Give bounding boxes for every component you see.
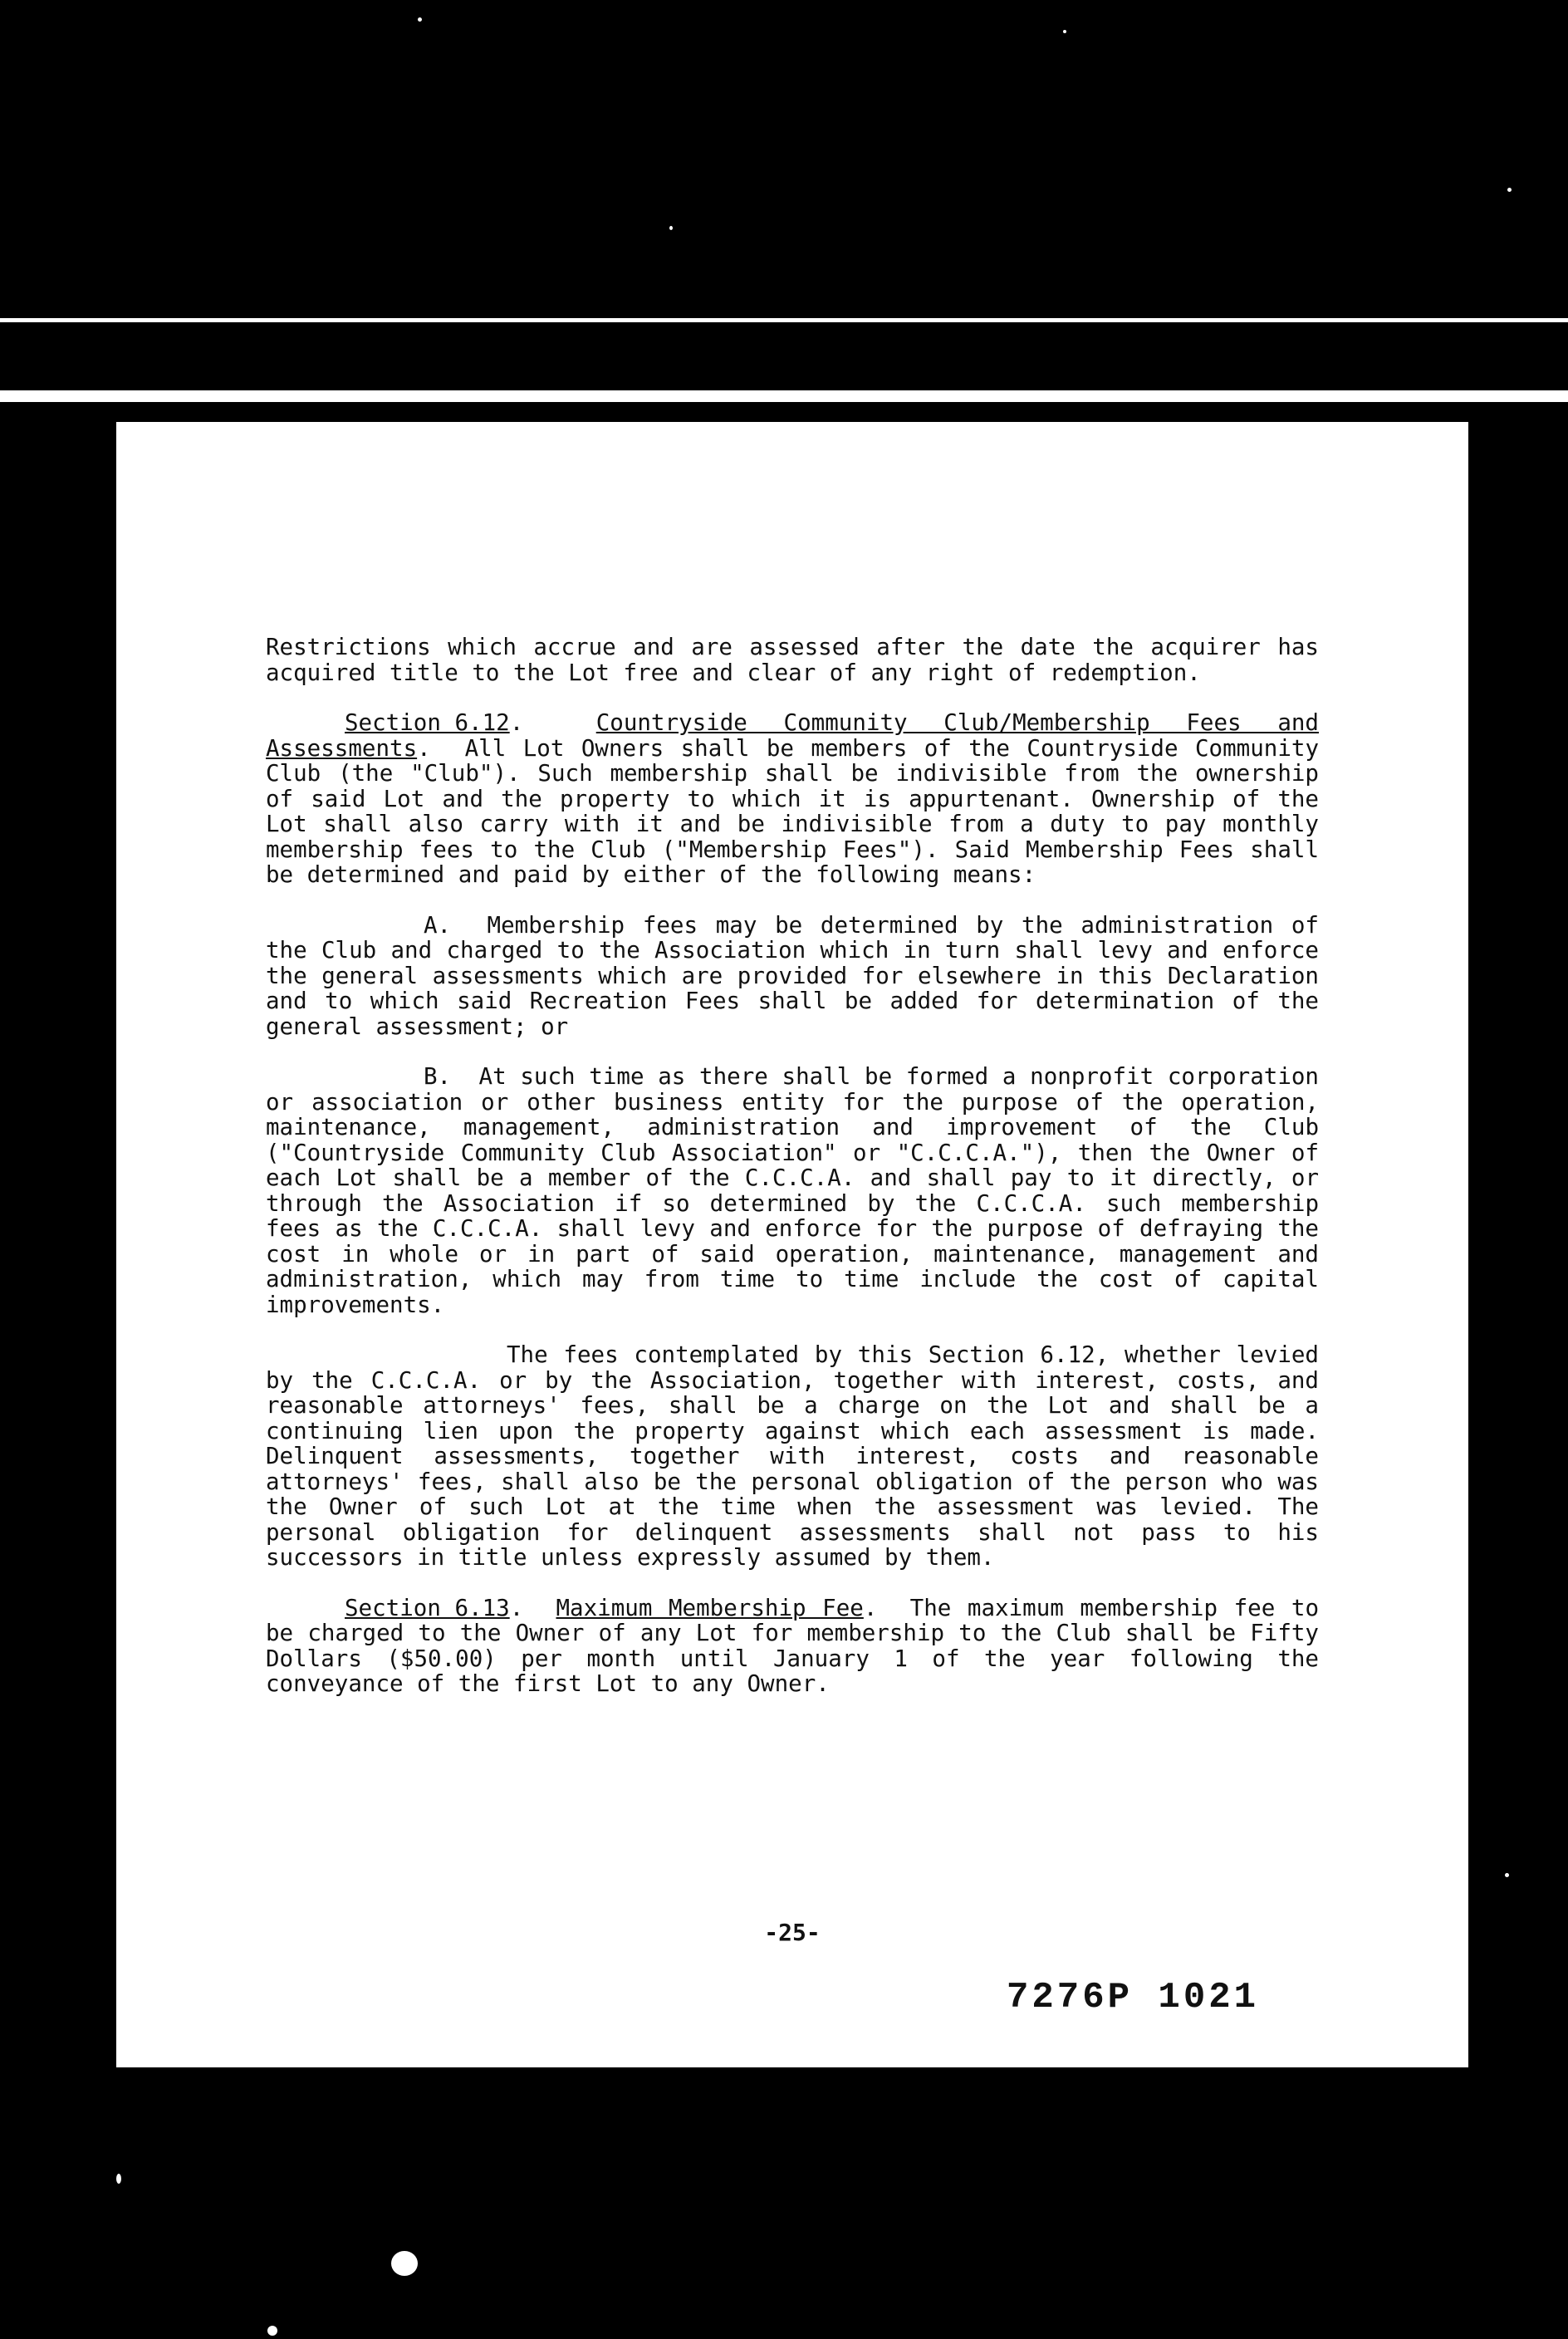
scan-speck [669,226,673,230]
paragraph-fees: The fees contemplated by this Section 6.12, whether levied by the C.C.C.A. or by the Association, together with interest, costs, and reasonable attorneys' fees, shall be a charge on the Lot and shall be a continuing lien upon the property against which each assessment is made. Delinquent assessments, together with interest, costs and reasonable attorneys' fees, shall also be the personal obligation of the person who was the Owner of such Lot at the time when the assessment was levied. The personal obligation for delinquent assessments shall not pass to his successors in title unless expressly assumed by them. [266,1341,1319,1571]
scan-speck [1507,188,1512,192]
section-6-12-body: All Lot Owners shall be members of the Countryside Community Club (the "Club"). Such membership shall be indivisible from the ownership of said Lot and the property to which it is appurtenant. Ownership of the Lot shall also carry with it and be indivisible from a duty to pay monthly membership fees to the Club ("Membership Fees"). Said Membership Fees shall be determined and paid by either of the following means: [266,734,1320,888]
scan-speck [1505,1873,1509,1877]
section-6-13-number: Section 6.13 [345,1594,510,1621]
section-6-12: Section 6.12. Countryside Community Club/Membership Fees and Assessments. All Lot Owners shall be members of the Countryside Community Club (the "Club"). Such membership shall be indivisible from the ownership of said Lot and the property to which it is appurtenant. Ownership of the Lot shall also carry with it and be indivisible from a duty to pay monthly membership fees to the Club ("Membership Fees"). Said Membership Fees shall be determined and paid by either of the following means: [266,709,1320,888]
document-page [116,422,1468,2067]
book-page-stamp: 7276P 1021 [1007,1977,1260,2018]
scan-smudge [391,2251,418,2276]
scan-artifact-line [0,318,1568,322]
scan-speck [1063,30,1066,33]
scan-speck [116,2174,121,2184]
section-6-12-title: Countryside Community Club/Membership Fees and Assessments [266,709,1319,762]
page-number: -25- [764,1919,821,1946]
scan-speck [267,2326,277,2336]
item-a [266,913,1319,1040]
item-b-label: B. [424,1063,452,1090]
section-6-13-title: Maximum Membership Fee [556,1594,864,1621]
item-b [266,1064,1319,1317]
scan-artifact-band [0,390,1568,402]
item-a-label: A. [424,911,452,939]
section-6-12-number: Section 6.12 [345,709,510,736]
item-a-text: Membership fees may be determined by the administration of the Club and charged to the Association which in turn shall levy and enforce the general assessments which are provided for elsewhere in this Declaration and to which said Recreation Fees shall be added for determination of the general assessment; or [266,911,1319,1040]
item-b-text: At such time as there shall be formed a nonprofit corporation or association or other business entity for the purpose of the operation, maintenance, management, administration and improvement of the Club ("Countryside Community Club Association" or "C.C.C.A."), then the Owner of each Lot shall be a member of the C.C.C.A. and shall pay to it directly, or through the Association if so determined by the C.C.C.A. such membership fees as the C.C.C.A. shall levy and enforce for the purpose of defraying the cost in whole or in part of said operation, maintenance, management and administration, which may from time to time include the cost of capital improvements. [266,1063,1319,1318]
document-body [266,635,1319,1722]
section-6-13-body: The maximum membership fee to be charged to the Owner of any Lot for membership to the Club shall be Fifty Dollars ($50.00) per month until January 1 of the year following the conveyance of the first Lot to any Owner. [266,1594,1320,1697]
paragraph-restrictions: Restrictions which accrue and are assessed after the date the acquirer has acquired title to the Lot free and clear of any right of redemption. [266,634,1319,686]
scan-speck [418,17,422,22]
section-6-13: Section 6.13. Maximum Membership Fee. The maximum membership fee to be charged to the Owner of any Lot for membership to the Club shall be Fifty Dollars ($50.00) per month until January 1 of the year following the conveyance of the first Lot to any Owner. [266,1594,1320,1697]
